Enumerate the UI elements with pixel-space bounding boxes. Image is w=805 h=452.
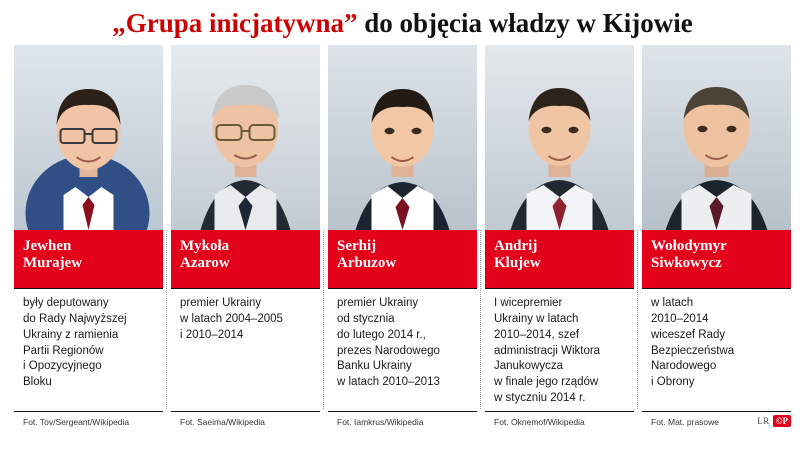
- person-name-last: Murajew: [23, 255, 83, 272]
- person-name-first: Serhij: [337, 238, 377, 255]
- column-divider: [323, 230, 324, 409]
- page-title-rest: do objęcia władzy w Kijowie: [357, 8, 693, 38]
- person-name: [485, 230, 634, 288]
- photo-credit: Fot. Iamkrus/Wikipedia: [328, 411, 477, 431]
- page-title-highlight: „Grupa inicjatywna”: [112, 8, 358, 38]
- portrait-photo: [642, 45, 791, 230]
- person-description: premier Ukrainy od stycznia do lutego 2014 r., prezes Narodowego Banku Ukrainy w latach 2010–2013: [328, 288, 477, 411]
- logo-mark: ©P: [773, 415, 791, 427]
- portrait-photo: [171, 45, 320, 230]
- person-description: premier Ukrainy w latach 2004–2005 i 2010–2014: [171, 288, 320, 411]
- publisher-logo: [757, 414, 791, 428]
- person-card: [171, 45, 320, 431]
- photo-credit: Fot. Oknemof/Wikipedia: [485, 411, 634, 431]
- person-card-list: [14, 45, 791, 431]
- person-name-first: Jewhen: [23, 238, 72, 255]
- person-name: [642, 230, 791, 288]
- person-name-first: Mykoła: [180, 238, 230, 255]
- person-card: [485, 45, 634, 431]
- portrait-photo: [485, 45, 634, 230]
- person-description: były deputowany do Rady Najwyższej Ukrainy z ramienia Partii Regionów i Opozycyjnego Bloku: [14, 288, 163, 411]
- person-name-last: Siwkowycz: [651, 255, 722, 272]
- photo-credit: Fot. Saeima/Wikipedia: [171, 411, 320, 431]
- portrait-photo: [14, 45, 163, 230]
- page-title: [14, 0, 791, 45]
- photo-credit: Fot. Tov/Sergeant/Wikipedia: [14, 411, 163, 431]
- person-name-last: Arbuzow: [337, 255, 397, 272]
- footer-bar: [0, 430, 805, 452]
- portrait-photo: [328, 45, 477, 230]
- person-name: [14, 230, 163, 288]
- person-name: [328, 230, 477, 288]
- person-card: [14, 45, 163, 431]
- column-divider: [637, 230, 638, 409]
- photo-credit: Fot. Mat. prasowe: [642, 411, 791, 431]
- person-card: [328, 45, 477, 431]
- column-divider: [480, 230, 481, 409]
- person-name-first: Andrij: [494, 238, 538, 255]
- person-name-last: Azarow: [180, 255, 230, 272]
- person-card: [642, 45, 791, 431]
- person-name: [171, 230, 320, 288]
- column-divider: [166, 230, 167, 409]
- logo-initials: LR: [757, 416, 770, 426]
- person-name-first: Wołodymyr: [651, 238, 727, 255]
- person-description: I wicepremier Ukrainy w latach 2010–2014, szef administracji Wiktora Janukowycza w finale jego rządów w styczniu 2014 r.: [485, 288, 634, 411]
- person-name-last: Klujew: [494, 255, 541, 272]
- person-description: w latach 2010–2014 wiceszef Rady Bezpieczeństwa Narodowego i Obrony: [642, 288, 791, 411]
